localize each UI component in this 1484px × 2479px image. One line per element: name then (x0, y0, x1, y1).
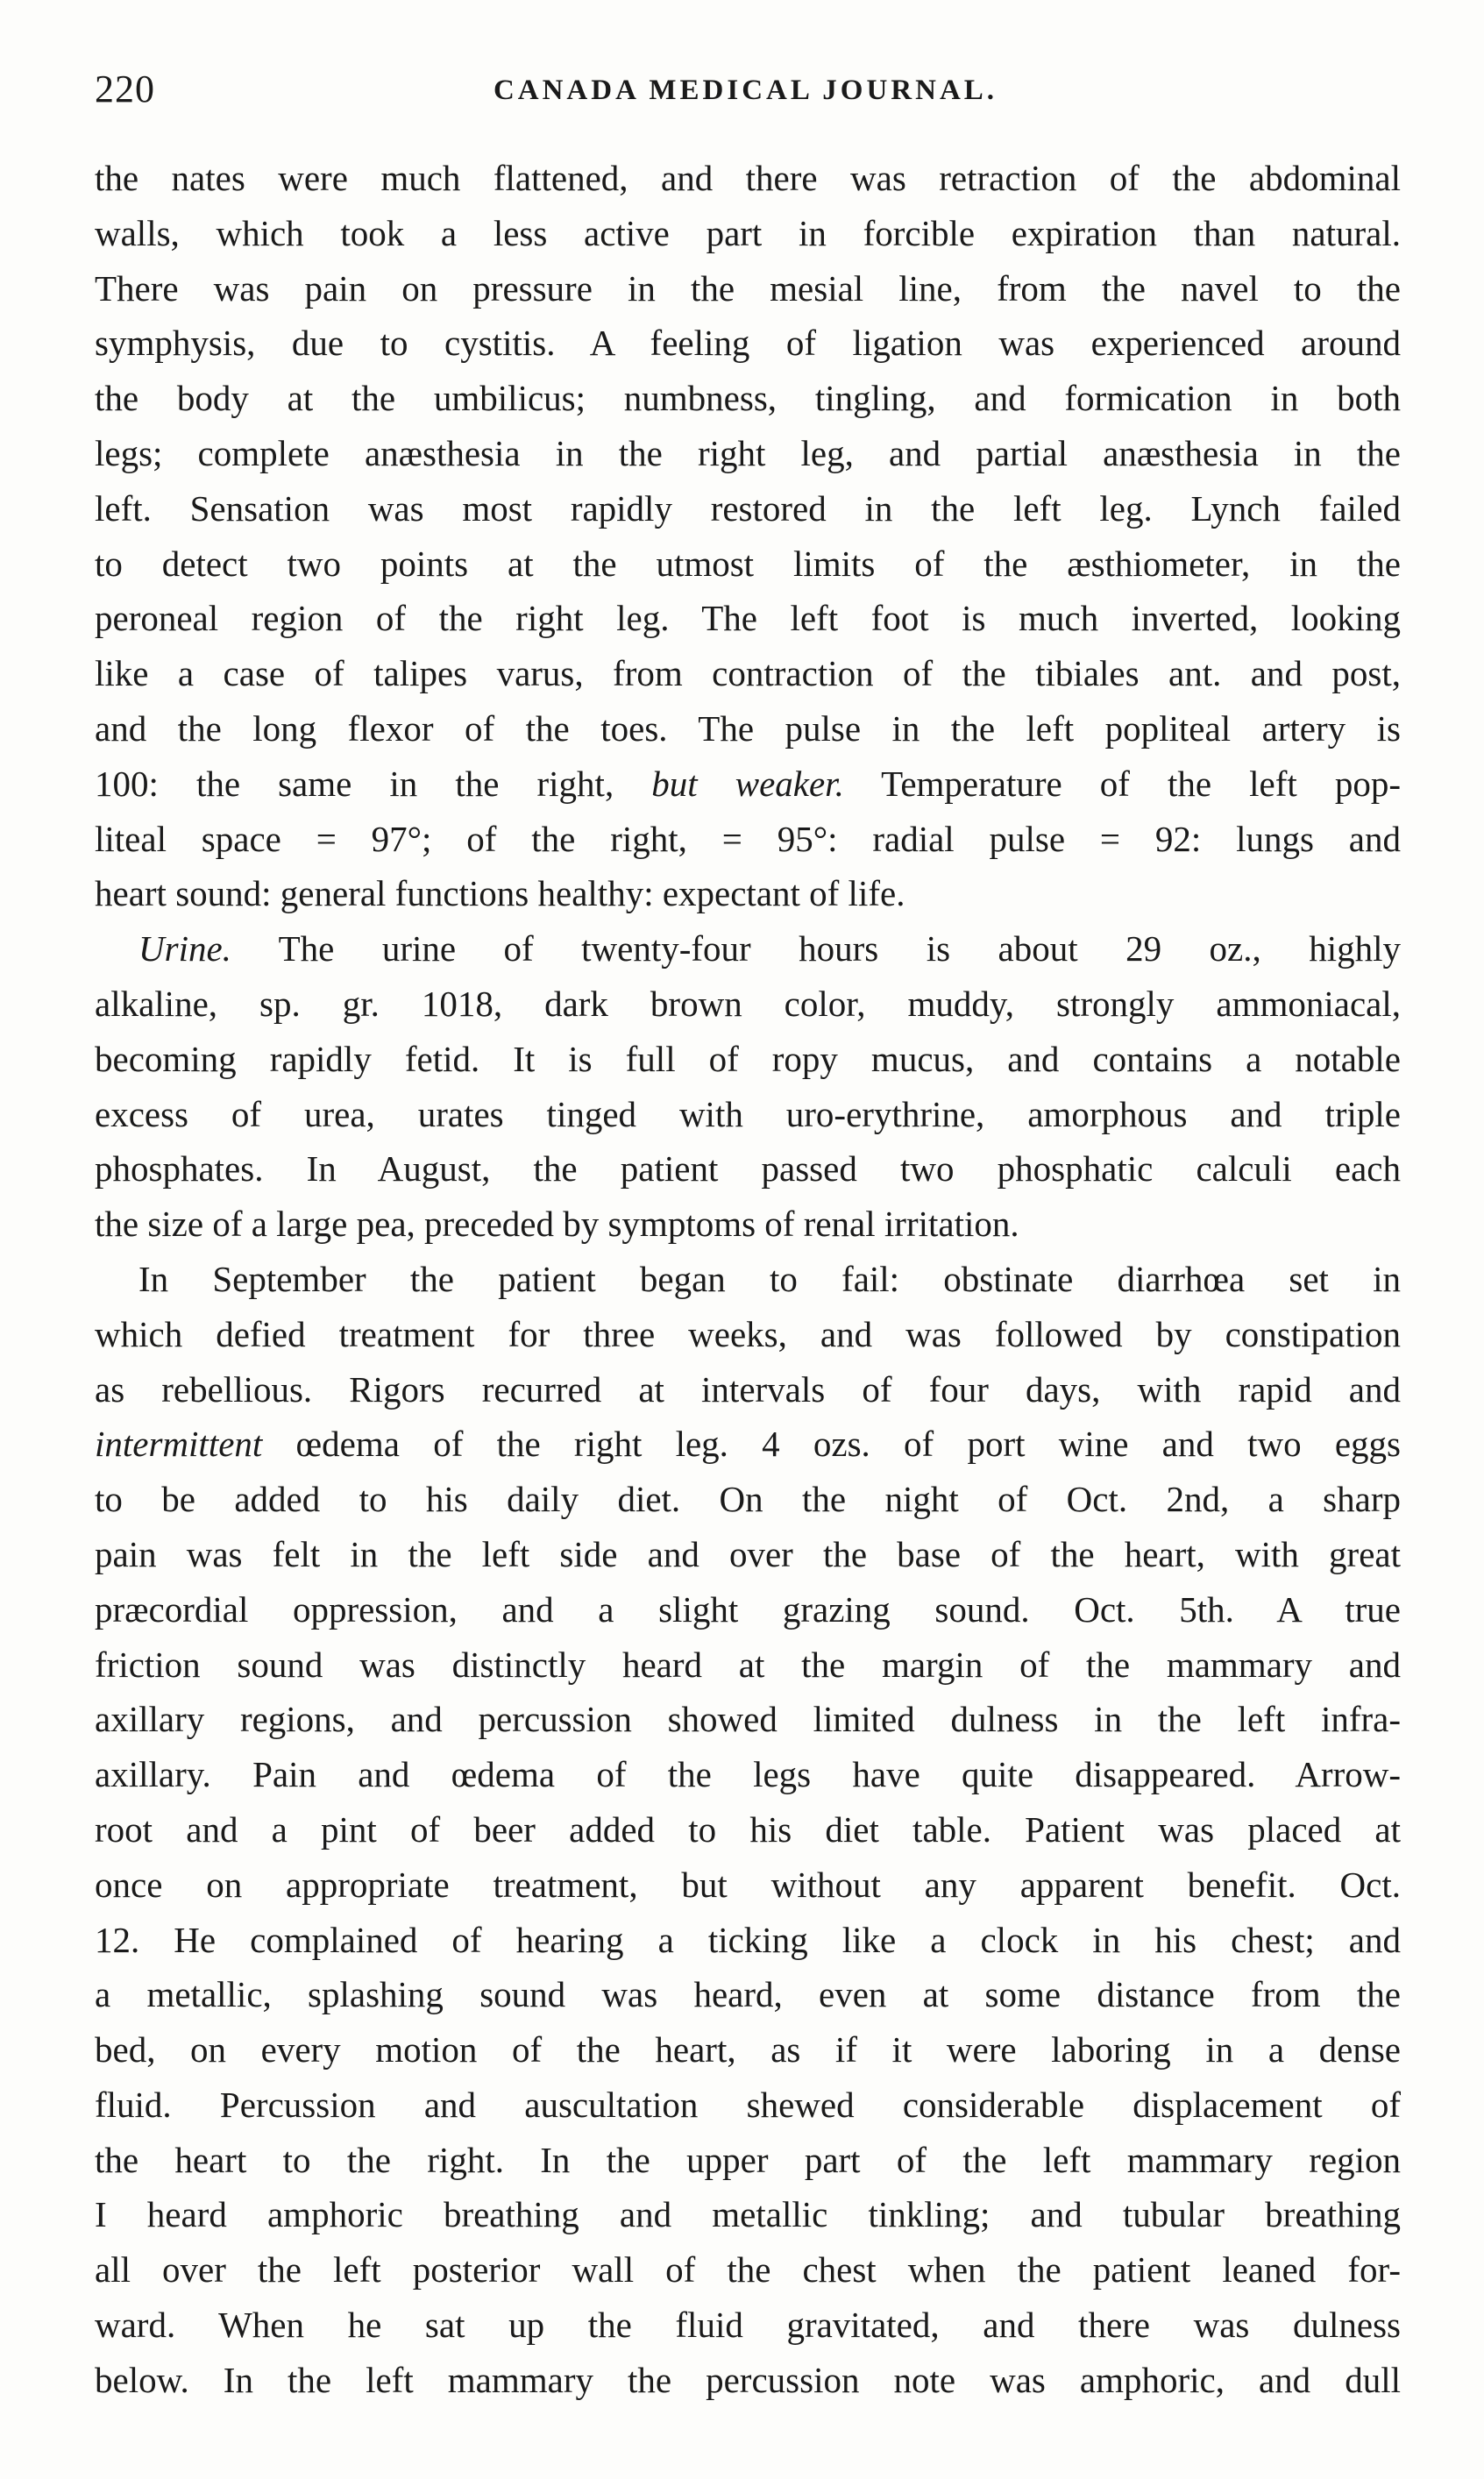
text-segment: œdema of the right leg. 4 ozs. of port wine and two eggs (262, 1424, 1401, 1465)
text-line: a metallic, splashing sound was heard, even at some distance from the (95, 1974, 1401, 2015)
text-line: becoming rapidly fetid. It is full of ropy mucus, and contains a notable (95, 1038, 1401, 1079)
text-line: as rebellious. Rigors recurred at intervals of four days, with rapid and (95, 1368, 1401, 1410)
text-line: walls, which took a less active part in forcible expiration than natural. (95, 212, 1401, 253)
text-line: like a case of talipes varus, from contraction of the tibiales ant. and post, (95, 653, 1401, 694)
text-line: heart sound: general functions healthy: expectant of life. (95, 873, 905, 914)
page-header (95, 63, 1396, 124)
text-line: I heard amphoric breathing and metallic tinkling; and tubular breathing (95, 2194, 1401, 2235)
text-segment: The urine of twenty-four hours is about 29 oz., highly (231, 928, 1401, 970)
text-segment: 100: the same in the right, (95, 763, 652, 804)
text-line: legs; complete anæsthesia in the right leg, and partial anæsthesia in the (95, 432, 1401, 473)
text-line: There was pain on pressure in the mesial line, from the navel to the (95, 267, 1401, 309)
text-line: to detect two points at the utmost limits of the æsthiometer, in the (95, 543, 1401, 584)
text-line: the size of a large pea, preceded by symptoms of renal irritation. (95, 1204, 1019, 1245)
text-line: bed, on every motion of the heart, as if it were laboring in a dense (95, 2029, 1401, 2071)
text-line: symphysis, due to cystitis. A feeling of ligation was experienced around (95, 323, 1401, 364)
text-line: fluid. Percussion and auscultation shewed considerable displacement of (95, 2084, 1401, 2125)
text-line: below. In the left mammary the percussion note was amphoric, and dull (95, 2359, 1401, 2400)
text-line: ward. When he sat up the fluid gravitated, and there was dulness (95, 2305, 1401, 2346)
text-line: præcordial oppression, and a slight grazing sound. Oct. 5th. A true (95, 1588, 1401, 1630)
text-line: axillary. Pain and œdema of the legs have quite disappeared. Arrow- (95, 1754, 1401, 1795)
body-text (95, 151, 1401, 2408)
text-line (95, 1417, 1401, 1472)
text-line: 12. He complained of hearing a ticking like a clock in his chest; and (95, 1919, 1401, 1960)
text-line (95, 756, 1401, 812)
italic-text: intermittent (95, 1424, 263, 1465)
text-line: axillary regions, and percussion showed limited dulness in the left infra- (95, 1699, 1401, 1740)
text-line: left. Sensation was most rapidly restored in the left leg. Lynch failed (95, 487, 1401, 529)
page-number: 220 (95, 67, 155, 110)
italic-text: but weaker. (651, 763, 844, 804)
running-head: CANADA MEDICAL JOURNAL. (493, 75, 998, 106)
text-line: peroneal region of the right leg. The left foot is much inverted, looking (95, 598, 1401, 639)
italic-text: Urine. (138, 928, 231, 970)
text-line: pain was felt in the left side and over the base of the heart, with great (95, 1533, 1401, 1574)
text-line (95, 921, 1401, 977)
text-line: all over the left posterior wall of the chest when the patient leaned for- (95, 2249, 1401, 2291)
text-line: the body at the umbilicus; numbness, tingling, and formication in both (95, 378, 1401, 419)
text-line: friction sound was distinctly heard at the margin of the mammary and (95, 1644, 1401, 1685)
text-line: to be added to his daily diet. On the night of Oct. 2nd, a sharp (95, 1479, 1401, 1520)
text-line: the nates were much flattened, and there was retraction of the abdominal (95, 158, 1401, 198)
text-line: In September the patient began to fail: obstinate diarrhœa set in (138, 1258, 1401, 1299)
text-line: liteal space = 97°; of the right, = 95°: radial pulse = 92: lungs and (95, 818, 1401, 859)
text-line: once on appropriate treatment, but without any apparent benefit. Oct. (95, 1864, 1401, 1905)
text-segment: Temperature of the left pop- (843, 763, 1401, 804)
text-line: which defied treatment for three weeks, and was followed by constipation (95, 1313, 1401, 1354)
text-line: phosphates. In August, the patient passed two phosphatic calculi each (95, 1148, 1401, 1190)
text-line: and the long flexor of the toes. The pulse in the left popliteal artery is (95, 707, 1401, 749)
text-line: alkaline, sp. gr. 1018, dark brown color, muddy, strongly ammoniacal, (95, 983, 1401, 1024)
text-line: excess of urea, urates tinged with uro-erythrine, amorphous and triple (95, 1093, 1401, 1134)
text-line: the heart to the right. In the upper part of the left mammary region (95, 2139, 1401, 2180)
text-line: root and a pint of beer added to his diet table. Patient was placed at (95, 1808, 1401, 1850)
